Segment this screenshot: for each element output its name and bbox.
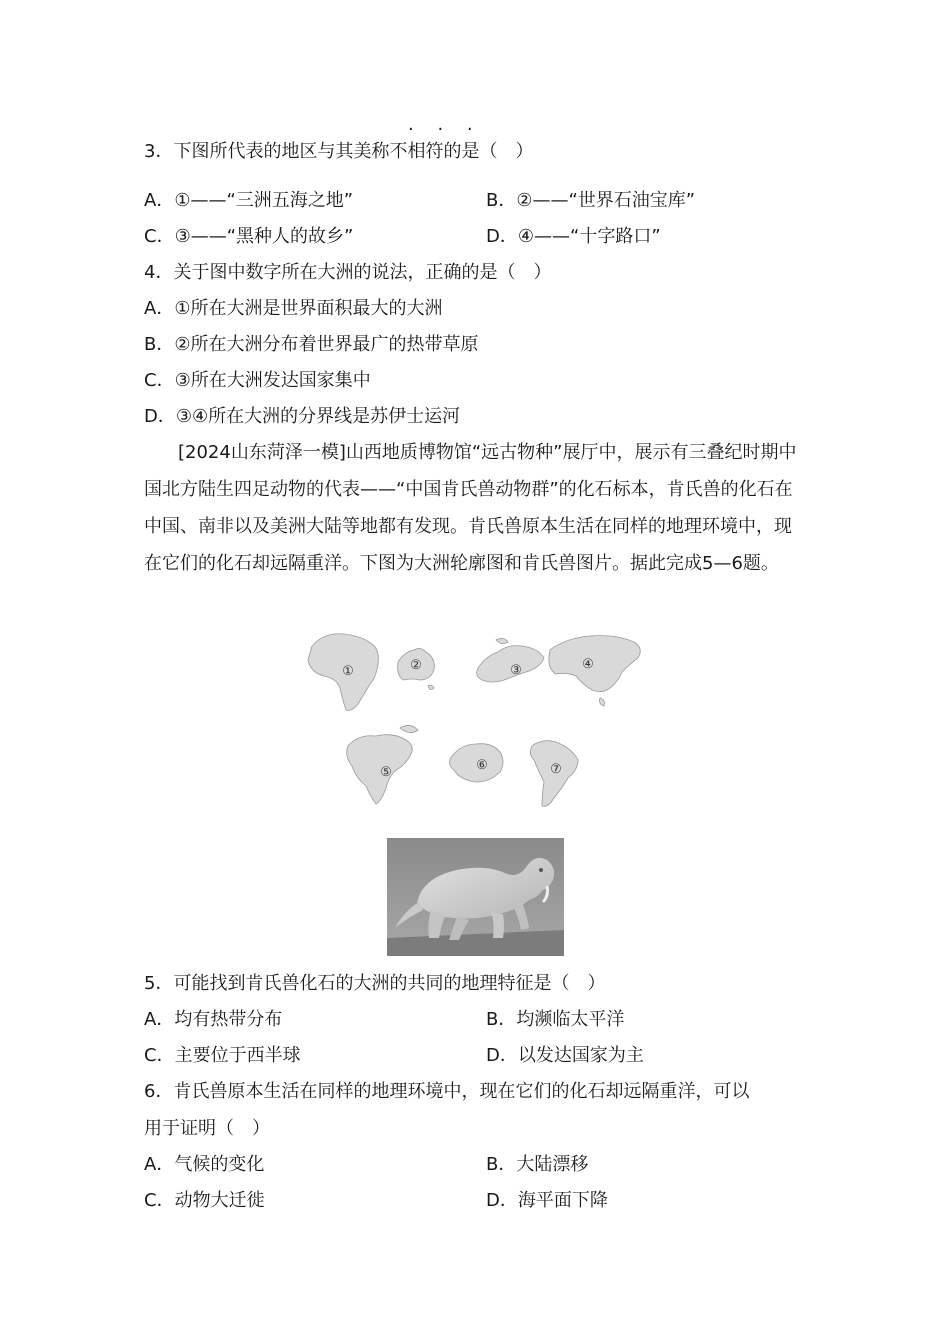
map-label-6: ⑥ bbox=[476, 758, 488, 773]
q3-option-d: D．④——“十字路口” bbox=[486, 226, 661, 247]
map-label-7: ⑦ bbox=[550, 762, 562, 777]
q6-option-a: A．气候的变化 bbox=[144, 1154, 265, 1175]
q4-option-b: B．②所在大洲分布着世界最广的热带草原 bbox=[144, 334, 479, 355]
q6-stem-line1: 6．肯氏兽原本生活在同样的地理环境中，现在它们的化石却远隔重洋，可以 bbox=[144, 1081, 750, 1102]
q6-option-b: B．大陆漂移 bbox=[486, 1154, 589, 1175]
map-label-2: ② bbox=[410, 658, 422, 673]
passage-text: [2024山东菏泽一模]山西地质博物馆“远古物种”展厅中，展示有三叠纪时期中国北方陆生四足动物的代表——“中国肯氏兽动物群”的化石标本，肯氏兽的化石在中国、南非以及美洲大陆等地都有发现。肯氏兽原本生活在同样的地理环境中，现在它们的化石却远隔重洋。下图为大洲轮廓图和肯氏兽图片。据此完成5—6题。 bbox=[144, 442, 797, 574]
emphasis-dots: · · · bbox=[408, 119, 482, 140]
q4-option-d: D．③④所在大洲的分界线是苏伊士运河 bbox=[144, 406, 461, 427]
q6-option-c: C．动物大迁徙 bbox=[144, 1190, 265, 1211]
q5-option-b: B．均濒临太平洋 bbox=[486, 1009, 625, 1030]
q5-option-a: A．均有热带分布 bbox=[144, 1009, 283, 1030]
q3-option-a: A．①——“三洲五海之地” bbox=[144, 190, 354, 211]
kannemeyeria-photo bbox=[387, 838, 564, 956]
q6-stem-line2: 用于证明（ ） bbox=[144, 1118, 270, 1139]
q4-option-a: A．①所在大洲是世界面积最大的大洲 bbox=[144, 298, 443, 319]
q3-option-b: B．②——“世界石油宝库” bbox=[486, 190, 696, 211]
q5-option-c: C．主要位于西半球 bbox=[144, 1045, 301, 1066]
q3-stem: 3．下图所代表的地区与其美称不相符的是（ ） bbox=[144, 141, 534, 162]
map-label-3: ③ bbox=[510, 663, 522, 678]
q4-stem: 4．关于图中数字所在大洲的说法，正确的是（ ） bbox=[144, 262, 552, 283]
q5-stem: 5．可能找到肯氏兽化石的大洲的共同的地理特征是（ ） bbox=[144, 973, 606, 994]
q4-option-c: C．③所在大洲发达国家集中 bbox=[144, 370, 371, 391]
passage bbox=[144, 434, 806, 582]
asia-outline bbox=[549, 636, 640, 692]
map-label-5: ⑤ bbox=[380, 765, 392, 780]
map-label-4: ④ bbox=[582, 657, 594, 672]
continent-outline-map bbox=[300, 628, 645, 813]
q5-option-d: D．以发达国家为主 bbox=[486, 1045, 644, 1066]
map-label-1: ① bbox=[342, 664, 354, 679]
q3-option-c: C．③——“黑种人的故乡” bbox=[144, 226, 354, 247]
q6-option-d: D．海平面下降 bbox=[486, 1190, 608, 1211]
